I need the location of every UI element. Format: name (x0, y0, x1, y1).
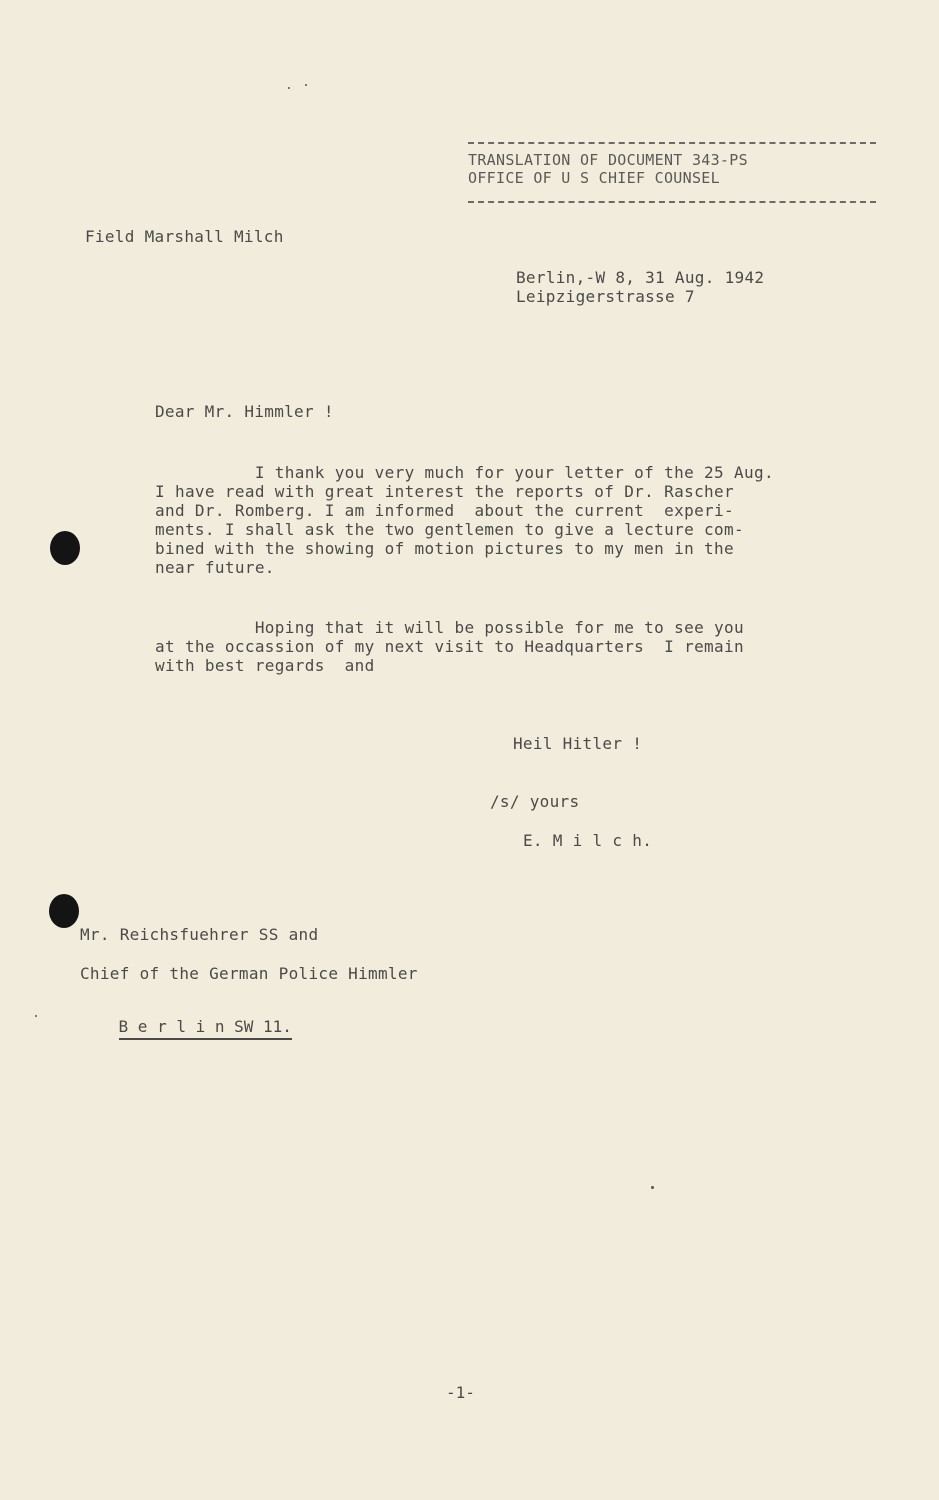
paper-speck (651, 1186, 654, 1189)
paragraph1-line: I thank you very much for your letter of the 25 Aug. (155, 463, 774, 482)
paragraph1-line: bined with the showing of motion pictures to my men in the (155, 539, 735, 558)
street-address-line: Leipzigerstrasse 7 (516, 287, 695, 306)
paragraph2-line: Hoping that it will be possible for me to see you (155, 618, 744, 637)
translation-header (468, 153, 748, 189)
date-address-line: Berlin,-W 8, 31 Aug. 1942 (516, 268, 765, 287)
recipient-title: Mr. Reichsfuehrer SS and (80, 925, 319, 944)
punch-hole (49, 894, 79, 928)
punch-hole (50, 531, 80, 565)
signature-name: E. M i l c h. (523, 831, 653, 850)
paper-speck (35, 1015, 37, 1017)
signature-note: /s/ yours (490, 792, 580, 811)
recipient-city: B e r l i n SW 11. (119, 1017, 292, 1040)
paper-speck (305, 84, 307, 86)
recipient-city-wrap (80, 1003, 292, 1051)
paper-speck (288, 87, 290, 89)
paragraph1-line: and Dr. Romberg. I am informed about the current experi- (155, 501, 735, 520)
paragraph2-line: with best regards and (155, 656, 375, 675)
header-title: TRANSLATION OF DOCUMENT 343-PS (468, 151, 748, 169)
paragraph2-line: at the occassion of my next visit to Headquarters I remain (155, 637, 744, 656)
header-office: OFFICE OF U S CHIEF COUNSEL (468, 169, 720, 187)
paragraph1-line: near future. (155, 558, 275, 577)
closing: Heil Hitler ! (513, 734, 643, 753)
sender-name: Field Marshall Milch (85, 227, 284, 246)
page-number: -1- (446, 1383, 475, 1402)
header-rule-bottom (468, 201, 876, 203)
salutation: Dear Mr. Himmler ! (155, 402, 334, 421)
paragraph1-line: I have read with great interest the reports of Dr. Rascher (155, 482, 735, 501)
paragraph1-line: ments. I shall ask the two gentlemen to give a lecture com- (155, 520, 744, 539)
recipient-office: Chief of the German Police Himmler (80, 964, 418, 983)
header-rule-top (468, 142, 876, 144)
